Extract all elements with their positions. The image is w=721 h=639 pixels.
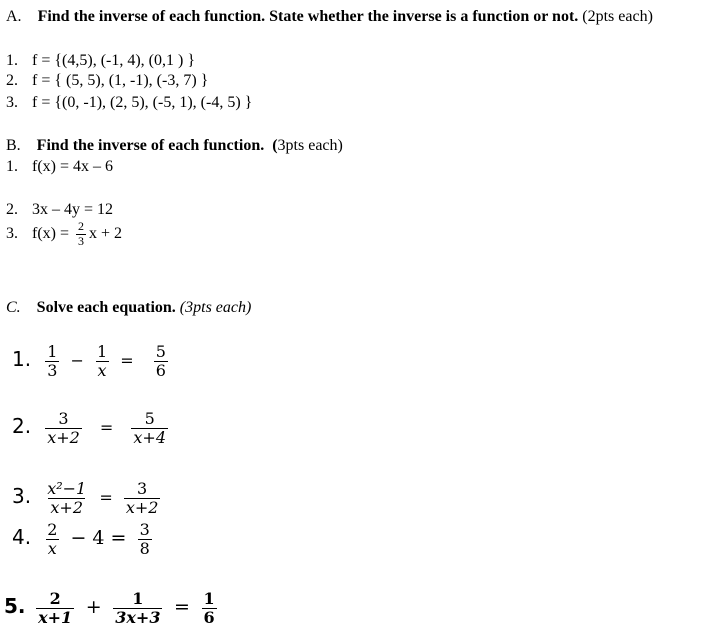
section-c-label: C.	[6, 299, 21, 316]
operator: − 4 =	[70, 527, 127, 550]
fraction	[95, 343, 109, 381]
equation-number: 4.	[12, 525, 32, 550]
equation-1	[12, 343, 171, 381]
equals-sign: =	[99, 488, 113, 508]
equation-3	[12, 480, 163, 518]
fraction-denominator: 8	[139, 539, 150, 559]
section-b-item-2	[6, 201, 113, 219]
equation-number: 2.	[12, 414, 32, 439]
fraction	[131, 410, 168, 448]
fraction-numerator: 3	[58, 409, 69, 428]
section-b-heading: Find the inverse of each function.	[36, 137, 265, 154]
section-a-item-2	[6, 72, 208, 90]
section-b-points-open: (	[272, 137, 278, 154]
fraction-numerator: 5	[144, 409, 155, 428]
equation-5	[4, 590, 220, 628]
fraction-denominator: x+2	[125, 498, 159, 518]
fraction-denominator: x+2	[50, 498, 83, 518]
section-c-points: (3pts each)	[179, 299, 252, 316]
item-number: 1.	[6, 158, 18, 175]
equation-number: 1.	[12, 347, 32, 372]
item-number: 2.	[6, 72, 18, 89]
fraction-numerator: 1	[132, 589, 144, 608]
fraction-denominator: x+1	[38, 608, 73, 628]
fraction-denominator: x	[47, 539, 57, 559]
section-c-heading: Solve each equation.	[36, 299, 176, 316]
item-text: f = {(0, -1), (2, 5), (-5, 1), (-4, 5) }	[32, 94, 253, 111]
fraction-numerator: 2	[47, 520, 58, 539]
fraction-numerator: x²−1	[47, 479, 87, 498]
fraction-denominator: 3	[47, 361, 58, 381]
equation-number: 5.	[4, 594, 26, 619]
item-text: 3x – 4y = 12	[32, 201, 114, 218]
fraction	[124, 480, 161, 518]
fraction-denominator: x+4	[133, 428, 166, 448]
equals-sign: =	[174, 596, 190, 619]
section-b-points: 3pts each)	[277, 137, 343, 154]
item-text: f(x) = 4x – 6	[32, 158, 114, 175]
section-b-header	[6, 137, 343, 155]
section-c-header	[6, 299, 251, 317]
section-a-label: A.	[6, 8, 22, 25]
fraction	[202, 590, 217, 628]
item-number: 2.	[6, 201, 18, 218]
fraction	[45, 410, 82, 448]
item-text: f = { (5, 5), (1, -1), (-3, 7) }	[32, 72, 209, 89]
equation-2	[12, 410, 171, 448]
section-b-label: B.	[6, 137, 21, 154]
operator: −	[70, 351, 84, 371]
fraction-numerator: 2	[78, 219, 85, 233]
item-text: f = {(4,5), (-1, 4), (0,1 ) }	[32, 52, 196, 69]
equals-sign: =	[120, 351, 134, 371]
fraction	[45, 343, 59, 381]
equation-number: 3.	[12, 484, 32, 509]
fraction	[45, 480, 88, 518]
fraction-numerator: 1	[96, 342, 108, 361]
fraction-numerator: 1	[203, 589, 215, 608]
fraction	[76, 220, 86, 249]
fraction	[154, 343, 168, 381]
fraction-numerator: 1	[47, 342, 58, 361]
fraction-denominator: 3x+3	[115, 608, 161, 628]
fraction-numerator: 5	[155, 342, 166, 361]
fraction-denominator: 6	[203, 608, 215, 628]
section-a-points: (2pts each)	[582, 8, 653, 25]
section-a-item-1	[6, 52, 195, 70]
section-b-item-1	[6, 158, 113, 176]
fraction-denominator: x+2	[47, 428, 80, 448]
operator: +	[85, 596, 102, 619]
fraction	[36, 590, 74, 628]
fraction-denominator: 3	[78, 233, 85, 248]
fraction	[113, 590, 162, 628]
fraction-numerator: 2	[49, 589, 61, 608]
item-text: f(x) =	[32, 224, 74, 242]
fraction-denominator: x	[97, 361, 107, 381]
fraction-denominator: 6	[155, 361, 166, 381]
equals-sign: =	[99, 418, 114, 438]
item-number: 1.	[6, 52, 18, 69]
item-number: 3.	[6, 224, 18, 242]
section-a-item-3	[6, 94, 252, 112]
item-number: 3.	[6, 94, 18, 111]
fraction-numerator: 3	[139, 520, 150, 539]
section-a-header	[6, 8, 653, 26]
fraction	[138, 521, 152, 559]
section-b-item-3	[6, 220, 122, 249]
fraction-numerator: 3	[137, 479, 148, 498]
item-text: x + 2	[89, 224, 123, 242]
equation-4	[12, 521, 155, 559]
section-a-heading: Find the inverse of each function. State whether the inverse is a function or not.	[37, 8, 579, 25]
fraction	[45, 521, 59, 559]
